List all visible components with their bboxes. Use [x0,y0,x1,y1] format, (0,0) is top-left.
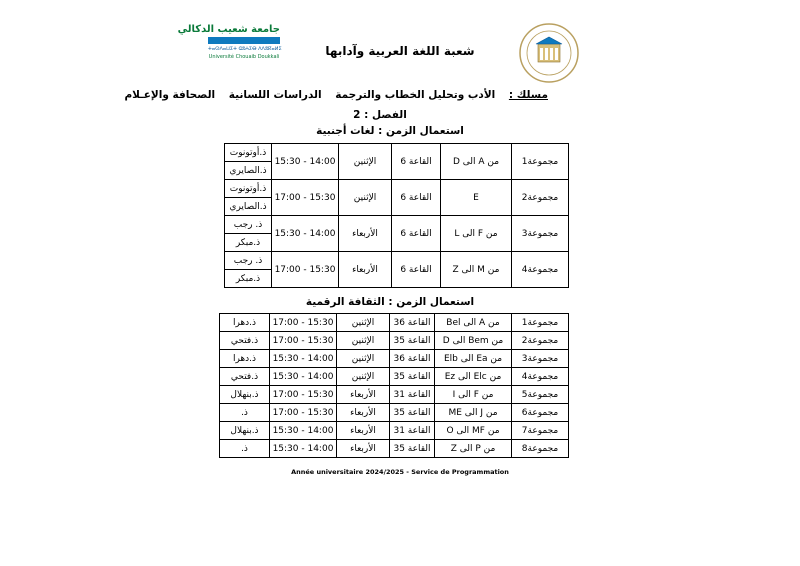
day-cell: الأربعاء [339,216,392,252]
prof-cell: ذ.بنهلال [220,386,270,404]
time-cell: 14:00 - 15:30 [270,422,337,440]
day-cell: الإثنين [337,368,390,386]
room-cell: القاعة 35 [390,332,435,350]
prof-cell: ذ.أوتونوت [225,180,272,198]
table-row [220,440,569,458]
room-cell: القاعة 31 [390,386,435,404]
group-cell: مجموعة3 [512,350,569,368]
track-line [124,89,548,101]
time-cell: 14:00 - 15:30 [270,350,337,368]
time-cell: 14:00 - 15:30 [270,440,337,458]
day-cell: الأربعاء [337,422,390,440]
semester-label: الفصل : 2 [353,109,407,121]
range-cell: E [441,180,512,216]
table-row [225,180,569,198]
department-title: شعبة اللغة العربية وآدابها [325,44,475,58]
time-cell: 15:30 - 17:00 [270,332,337,350]
university-logo [177,24,282,68]
group-cell: مجموعة8 [512,440,569,458]
group-cell: مجموعة4 [512,252,569,288]
room-cell: القاعة 6 [392,144,441,180]
range-cell: من F الى L [441,216,512,252]
track-item: الدراسات اللسانية [228,89,322,101]
group-cell: مجموعة7 [512,422,569,440]
group-cell: مجموعة3 [512,216,569,252]
prof-cell: ذ. رجب [225,216,272,234]
prof-cell: ذ.فتحي [220,368,270,386]
table2-title: استعمال الزمن : الثقافة الرقمية [305,296,475,308]
group-cell: مجموعة2 [512,332,569,350]
group-cell: مجموعة4 [512,368,569,386]
range-cell: من M الى Z [441,252,512,288]
time-cell: 14:00 - 15:30 [272,144,339,180]
prof-cell: ذ.الصايري [225,162,272,180]
table-row [220,404,569,422]
digital-culture-table [219,313,569,458]
university-name-fr: Université Chouaib Doukkali [208,54,280,60]
range-cell: من A الى Bel [435,314,512,332]
prof-cell: ذ. [220,440,270,458]
day-cell: الإثنين [337,332,390,350]
range-cell: من Bem الى D [435,332,512,350]
group-cell: مجموعة1 [512,314,569,332]
day-cell: الأربعاء [337,386,390,404]
range-cell: من J الى ME [435,404,512,422]
time-cell: 14:00 - 15:30 [272,216,339,252]
time-cell: 15:30 - 17:00 [272,180,339,216]
group-cell: مجموعة6 [512,404,569,422]
room-cell: القاعة 36 [390,350,435,368]
range-cell: من MF الى O [435,422,512,440]
table-row [225,252,569,270]
room-cell: القاعة 35 [390,440,435,458]
faculty-seal-icon [518,22,580,84]
room-cell: القاعة 6 [392,180,441,216]
range-cell: من P الى Z [435,440,512,458]
range-cell: من Ea الى Elb [435,350,512,368]
range-cell: من A الى D [441,144,512,180]
day-cell: الإثنين [339,144,392,180]
table-row [220,314,569,332]
prof-cell: ذ.دهرا [220,314,270,332]
table-row [220,350,569,368]
room-cell: القاعة 35 [390,368,435,386]
university-name-ar: جامعة شعيب الدكالي [177,24,280,35]
prof-cell: ذ.مبكر [225,270,272,288]
prof-cell: ذ.أوتونوت [225,144,272,162]
day-cell: الإثنين [337,350,390,368]
group-cell: مجموعة5 [512,386,569,404]
day-cell: الأربعاء [337,440,390,458]
logo-band [208,37,280,44]
day-cell: الأربعاء [339,252,392,288]
university-name-tifinagh: ⵜⴰⵙⴷⴰⵡⵉⵜ ⵛⵓⵄⵉⴱ ⴷⴷⵓⴽⴰⵍⵉ [208,46,282,52]
prof-cell: ذ.الصايري [225,198,272,216]
track-item: الأدب وتحليل الخطاب والترجمة [335,89,496,101]
table-row [225,144,569,162]
table-row [225,216,569,234]
foreign-languages-table [224,143,569,288]
room-cell: القاعة 36 [390,314,435,332]
prof-cell: ذ.مبكر [225,234,272,252]
time-cell: 14:00 - 15:30 [270,368,337,386]
group-cell: مجموعة1 [512,144,569,180]
time-cell: 15:30 - 17:00 [272,252,339,288]
track-label: مسلك : [508,89,548,101]
prof-cell: ذ.فتحي [220,332,270,350]
day-cell: الإثنين [339,180,392,216]
room-cell: القاعة 35 [390,404,435,422]
table-row [220,422,569,440]
time-cell: 15:30 - 17:00 [270,404,337,422]
day-cell: الإثنين [337,314,390,332]
day-cell: الأربعاء [337,404,390,422]
footer-text: Année universitaire 2024/2025 - Service de Programmation [291,468,509,476]
prof-cell: ذ. رجب [225,252,272,270]
range-cell: من F الى I [435,386,512,404]
prof-cell: ذ. [220,404,270,422]
time-cell: 15:30 - 17:00 [270,314,337,332]
room-cell: القاعة 6 [392,252,441,288]
table-row [220,386,569,404]
track-item: الصحافة والإعـلام [124,89,216,101]
table-row [220,332,569,350]
table1-title: استعمال الزمن : لغات أجنبية [316,125,464,137]
table-row [220,368,569,386]
room-cell: القاعة 31 [390,422,435,440]
prof-cell: ذ.بنهلال [220,422,270,440]
range-cell: من Elc الى Ez [435,368,512,386]
time-cell: 15:30 - 17:00 [270,386,337,404]
group-cell: مجموعة2 [512,180,569,216]
prof-cell: ذ.دهرا [220,350,270,368]
room-cell: القاعة 6 [392,216,441,252]
